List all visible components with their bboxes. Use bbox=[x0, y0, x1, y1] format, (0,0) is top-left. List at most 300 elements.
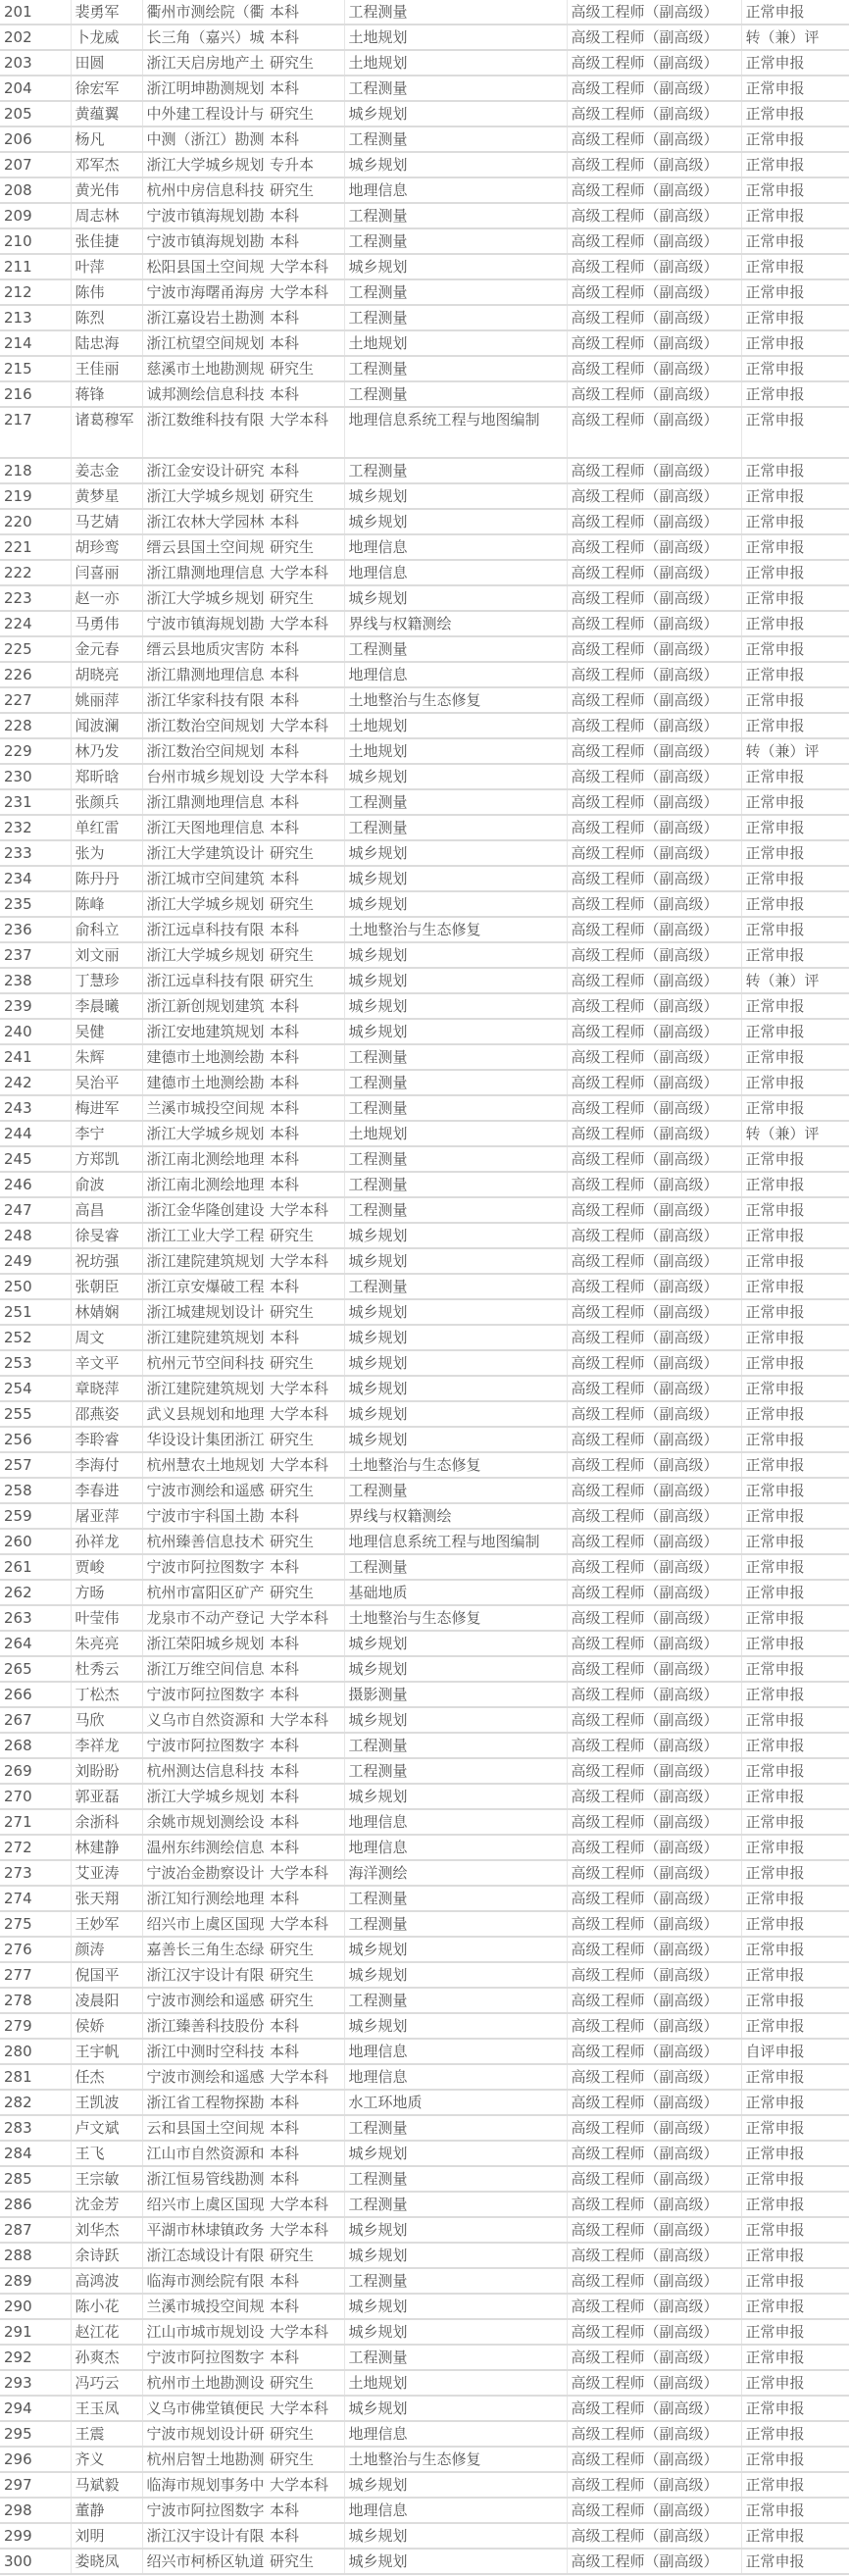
table-row bbox=[0, 152, 849, 177]
row-number-cell: 280 bbox=[0, 2039, 71, 2064]
specialty-cell: 工程测量 bbox=[344, 279, 567, 305]
employer-cell: 义乌市自然资源和 bbox=[142, 1707, 270, 1733]
applicant-name-cell: 郑昕晗 bbox=[71, 764, 142, 789]
employer-cell: 宁波市规划设计研 bbox=[142, 2421, 270, 2447]
specialty-cell: 工程测量 bbox=[344, 0, 567, 25]
education-cell: 本科 bbox=[270, 1656, 344, 1682]
education-cell: 大学本科 bbox=[270, 2064, 344, 2090]
employer-cell: 宁波市阿拉图数字 bbox=[142, 1733, 270, 1758]
specialty-cell: 地理信息 bbox=[344, 2064, 567, 2090]
specialty-cell: 土地规划 bbox=[344, 330, 567, 356]
employer-cell: 浙江鼎测地理信息 bbox=[142, 560, 270, 585]
education-cell: 本科 bbox=[270, 636, 344, 662]
applicant-name-cell: 李春进 bbox=[71, 1478, 142, 1503]
qualification-title-cell: 高级工程师（副高级） bbox=[567, 1631, 741, 1656]
table-row bbox=[0, 509, 849, 534]
application-type-cell: 正常申报 bbox=[741, 2345, 849, 2370]
qualification-title-cell: 高级工程师（副高级） bbox=[567, 25, 741, 50]
applicant-name-cell: 诸葛穆军 bbox=[71, 407, 142, 458]
application-type-cell: 正常申报 bbox=[741, 1937, 849, 1962]
employer-cell: 浙江大学城乡规划 bbox=[142, 483, 270, 509]
qualification-title-cell: 高级工程师（副高级） bbox=[567, 2013, 741, 2039]
applicant-name-cell: 娄晓凤 bbox=[71, 2549, 142, 2574]
qualification-title-cell: 高级工程师（副高级） bbox=[567, 2243, 741, 2268]
specialty-cell: 城乡规划 bbox=[344, 2472, 567, 2498]
specialty-cell: 基础地质 bbox=[344, 1580, 567, 1605]
application-type-cell: 正常申报 bbox=[741, 1095, 849, 1121]
specialty-cell: 工程测量 bbox=[344, 2166, 567, 2192]
specialty-cell: 土地规划 bbox=[344, 713, 567, 738]
education-cell: 研究生 bbox=[270, 968, 344, 993]
employer-cell: 浙江鼎测地理信息 bbox=[142, 789, 270, 815]
education-cell: 本科 bbox=[270, 2345, 344, 2370]
employer-cell: 浙江新创规划建筑 bbox=[142, 993, 270, 1019]
application-type-cell: 转（兼）评 bbox=[741, 738, 849, 764]
employer-cell: 缙云县地质灾害防 bbox=[142, 636, 270, 662]
row-number-cell: 245 bbox=[0, 1146, 71, 1172]
employer-cell: 江山市自然资源和 bbox=[142, 2141, 270, 2166]
qualification-title-cell: 高级工程师（副高级） bbox=[567, 101, 741, 126]
applicant-name-cell: 李祥龙 bbox=[71, 1733, 142, 1758]
applicant-name-cell: 吴健 bbox=[71, 1019, 142, 1044]
application-type-cell: 正常申报 bbox=[741, 917, 849, 942]
applicant-name-cell: 高昌 bbox=[71, 1197, 142, 1223]
specialty-cell: 城乡规划 bbox=[344, 1299, 567, 1325]
application-type-cell: 转（兼）评 bbox=[741, 968, 849, 993]
employer-cell: 浙江南北测绘地理 bbox=[142, 1146, 270, 1172]
applicant-name-cell: 王凯波 bbox=[71, 2090, 142, 2115]
education-cell: 大学本科 bbox=[270, 2217, 344, 2243]
applicant-name-cell: 王飞 bbox=[71, 2141, 142, 2166]
row-number-cell: 239 bbox=[0, 993, 71, 1019]
table-row bbox=[0, 2294, 849, 2319]
employer-cell: 宁波市阿拉图数字 bbox=[142, 1682, 270, 1707]
table-row bbox=[0, 2472, 849, 2498]
employer-cell: 宁波市宇科国土勘 bbox=[142, 1503, 270, 1529]
education-cell: 本科 bbox=[270, 1095, 344, 1121]
qualification-title-cell: 高级工程师（副高级） bbox=[567, 534, 741, 560]
qualification-title-cell: 高级工程师（副高级） bbox=[567, 560, 741, 585]
applicant-name-cell: 蒋锋 bbox=[71, 381, 142, 407]
row-number-cell: 217 bbox=[0, 407, 71, 458]
row-number-cell: 229 bbox=[0, 738, 71, 764]
application-type-cell: 正常申报 bbox=[741, 891, 849, 917]
application-type-cell: 正常申报 bbox=[741, 2090, 849, 2115]
specialty-cell: 工程测量 bbox=[344, 1197, 567, 1223]
row-number-cell: 288 bbox=[0, 2243, 71, 2268]
applicant-name-cell: 陈丹丹 bbox=[71, 866, 142, 891]
applicant-name-cell: 叶莹伟 bbox=[71, 1605, 142, 1631]
employer-cell: 建德市土地测绘勘 bbox=[142, 1044, 270, 1070]
application-type-cell: 正常申报 bbox=[741, 356, 849, 381]
applicant-name-cell: 孙爽杰 bbox=[71, 2345, 142, 2370]
education-cell: 研究生 bbox=[270, 1937, 344, 1962]
applicant-name-cell: 刘文丽 bbox=[71, 942, 142, 968]
table-row bbox=[0, 866, 849, 891]
table-row bbox=[0, 50, 849, 76]
row-number-cell: 290 bbox=[0, 2294, 71, 2319]
qualification-title-cell: 高级工程师（副高级） bbox=[567, 2115, 741, 2141]
application-type-cell: 正常申报 bbox=[741, 1325, 849, 1350]
application-type-cell: 正常申报 bbox=[741, 509, 849, 534]
education-cell: 研究生 bbox=[270, 2243, 344, 2268]
table-row bbox=[0, 2370, 849, 2396]
row-number-cell: 248 bbox=[0, 1223, 71, 1248]
row-number-cell: 208 bbox=[0, 177, 71, 203]
education-cell: 研究生 bbox=[270, 942, 344, 968]
row-number-cell: 298 bbox=[0, 2498, 71, 2523]
table-row bbox=[0, 1886, 849, 1911]
qualification-title-cell: 高级工程师（副高级） bbox=[567, 76, 741, 101]
application-type-cell: 正常申报 bbox=[741, 2192, 849, 2217]
qualification-title-cell: 高级工程师（副高级） bbox=[567, 177, 741, 203]
qualification-title-cell: 高级工程师（副高级） bbox=[567, 713, 741, 738]
employer-cell: 浙江建院建筑规划 bbox=[142, 1376, 270, 1401]
specialty-cell: 地理信息 bbox=[344, 177, 567, 203]
specialty-cell: 工程测量 bbox=[344, 1758, 567, 1784]
qualification-title-cell: 高级工程师（副高级） bbox=[567, 1172, 741, 1197]
qualification-title-cell: 高级工程师（副高级） bbox=[567, 968, 741, 993]
education-cell: 本科 bbox=[270, 1682, 344, 1707]
employer-cell: 浙江南北测绘地理 bbox=[142, 1172, 270, 1197]
row-number-cell: 244 bbox=[0, 1121, 71, 1146]
table-row bbox=[0, 1274, 849, 1299]
applicant-name-cell: 俞波 bbox=[71, 1172, 142, 1197]
employer-cell: 浙江京安爆破工程 bbox=[142, 1274, 270, 1299]
applicant-name-cell: 徐旻睿 bbox=[71, 1223, 142, 1248]
applicant-name-cell: 李聆睿 bbox=[71, 1427, 142, 1452]
education-cell: 本科 bbox=[270, 1070, 344, 1095]
specialty-cell: 城乡规划 bbox=[344, 764, 567, 789]
qualification-title-cell: 高级工程师（副高级） bbox=[567, 764, 741, 789]
employer-cell: 浙江数维科技有限 bbox=[142, 407, 270, 458]
employer-cell: 浙江明坤勘测规划 bbox=[142, 76, 270, 101]
qualification-title-cell: 高级工程师（副高级） bbox=[567, 2166, 741, 2192]
qualification-title-cell: 高级工程师（副高级） bbox=[567, 1529, 741, 1554]
specialty-cell: 工程测量 bbox=[344, 381, 567, 407]
qualification-title-cell: 高级工程师（副高级） bbox=[567, 1146, 741, 1172]
row-number-cell: 279 bbox=[0, 2013, 71, 2039]
application-type-cell: 正常申报 bbox=[741, 1223, 849, 1248]
education-cell: 大学本科 bbox=[270, 1860, 344, 1886]
application-type-cell: 正常申报 bbox=[741, 1146, 849, 1172]
applicant-name-cell: 倪国平 bbox=[71, 1962, 142, 1988]
education-cell: 本科 bbox=[270, 1554, 344, 1580]
specialty-cell: 城乡规划 bbox=[344, 1401, 567, 1427]
application-type-cell: 正常申报 bbox=[741, 662, 849, 687]
employer-cell: 浙江万维空间信息 bbox=[142, 1656, 270, 1682]
applicant-name-cell: 黄光伟 bbox=[71, 177, 142, 203]
row-number-cell: 265 bbox=[0, 1656, 71, 1682]
specialty-cell: 城乡规划 bbox=[344, 866, 567, 891]
table-row bbox=[0, 2549, 849, 2574]
row-number-cell: 211 bbox=[0, 254, 71, 279]
qualification-title-cell: 高级工程师（副高级） bbox=[567, 942, 741, 968]
employer-cell: 浙江城市空间建筑 bbox=[142, 866, 270, 891]
application-type-cell: 正常申报 bbox=[741, 1580, 849, 1605]
specialty-cell: 工程测量 bbox=[344, 815, 567, 840]
row-number-cell: 237 bbox=[0, 942, 71, 968]
specialty-cell: 城乡规划 bbox=[344, 483, 567, 509]
education-cell: 本科 bbox=[270, 687, 344, 713]
applicant-name-cell: 李宁 bbox=[71, 1121, 142, 1146]
education-cell: 研究生 bbox=[270, 1962, 344, 1988]
row-number-cell: 225 bbox=[0, 636, 71, 662]
specialty-cell: 水工环地质 bbox=[344, 2090, 567, 2115]
employer-cell: 中测（浙江）勘测 bbox=[142, 126, 270, 152]
application-type-cell: 正常申报 bbox=[741, 1784, 849, 1809]
employer-cell: 浙江数治空间规划 bbox=[142, 738, 270, 764]
application-type-cell: 正常申报 bbox=[741, 1503, 849, 1529]
qualification-title-cell: 高级工程师（副高级） bbox=[567, 2370, 741, 2396]
specialty-cell: 城乡规划 bbox=[344, 1937, 567, 1962]
specialty-cell: 土地整治与生态修复 bbox=[344, 687, 567, 713]
qualification-title-cell: 高级工程师（副高级） bbox=[567, 1707, 741, 1733]
employer-cell: 浙江天启房地产土 bbox=[142, 50, 270, 76]
table-row bbox=[0, 0, 849, 25]
specialty-cell: 地理信息系统工程与地图编制 bbox=[344, 1529, 567, 1554]
table-row bbox=[0, 1784, 849, 1809]
qualification-title-cell: 高级工程师（副高级） bbox=[567, 1937, 741, 1962]
applicant-name-cell: 辛文平 bbox=[71, 1350, 142, 1376]
specialty-cell: 工程测量 bbox=[344, 1911, 567, 1937]
application-type-cell: 正常申报 bbox=[741, 177, 849, 203]
row-number-cell: 266 bbox=[0, 1682, 71, 1707]
education-cell: 研究生 bbox=[270, 1580, 344, 1605]
specialty-cell: 工程测量 bbox=[344, 1146, 567, 1172]
education-cell: 大学本科 bbox=[270, 1376, 344, 1401]
employer-cell: 浙江安地建筑规划 bbox=[142, 1019, 270, 1044]
qualification-title-cell: 高级工程师（副高级） bbox=[567, 2141, 741, 2166]
specialty-cell: 土地规划 bbox=[344, 50, 567, 76]
employer-cell: 宁波市阿拉图数字 bbox=[142, 2345, 270, 2370]
qualification-title-cell: 高级工程师（副高级） bbox=[567, 2396, 741, 2421]
row-number-cell: 299 bbox=[0, 2523, 71, 2549]
applicant-name-cell: 俞科立 bbox=[71, 917, 142, 942]
row-number-cell: 224 bbox=[0, 611, 71, 636]
table-row bbox=[0, 2217, 849, 2243]
application-type-cell: 正常申报 bbox=[741, 330, 849, 356]
table-row bbox=[0, 2064, 849, 2090]
specialty-cell: 工程测量 bbox=[344, 76, 567, 101]
row-number-cell: 273 bbox=[0, 1860, 71, 1886]
employer-cell: 绍兴市上虞区国现 bbox=[142, 2192, 270, 2217]
education-cell: 本科 bbox=[270, 305, 344, 330]
table-row bbox=[0, 917, 849, 942]
qualification-title-cell: 高级工程师（副高级） bbox=[567, 1376, 741, 1401]
application-type-cell: 正常申报 bbox=[741, 1478, 849, 1503]
qualification-title-cell: 高级工程师（副高级） bbox=[567, 2523, 741, 2549]
table-row bbox=[0, 1452, 849, 1478]
education-cell: 本科 bbox=[270, 917, 344, 942]
education-cell: 大学本科 bbox=[270, 1248, 344, 1274]
education-cell: 大学本科 bbox=[270, 1605, 344, 1631]
row-number-cell: 241 bbox=[0, 1044, 71, 1070]
row-number-cell: 216 bbox=[0, 381, 71, 407]
applicant-name-cell: 刘明 bbox=[71, 2523, 142, 2549]
row-number-cell: 263 bbox=[0, 1605, 71, 1631]
qualification-title-cell: 高级工程师（副高级） bbox=[567, 1248, 741, 1274]
table-row bbox=[0, 1121, 849, 1146]
application-type-cell: 正常申报 bbox=[741, 2217, 849, 2243]
specialty-cell: 城乡规划 bbox=[344, 2396, 567, 2421]
row-number-cell: 264 bbox=[0, 1631, 71, 1656]
application-type-cell: 正常申报 bbox=[741, 2166, 849, 2192]
applicant-name-cell: 周文 bbox=[71, 1325, 142, 1350]
qualification-title-cell: 高级工程师（副高级） bbox=[567, 636, 741, 662]
specialty-cell: 地理信息 bbox=[344, 2498, 567, 2523]
education-cell: 大学本科 bbox=[270, 764, 344, 789]
employer-cell: 绍兴市上虞区国现 bbox=[142, 1911, 270, 1937]
education-cell: 本科 bbox=[270, 866, 344, 891]
specialty-cell: 城乡规划 bbox=[344, 1350, 567, 1376]
qualification-title-cell: 高级工程师（副高级） bbox=[567, 611, 741, 636]
employer-cell: 中外建工程设计与 bbox=[142, 101, 270, 126]
row-number-cell: 275 bbox=[0, 1911, 71, 1937]
education-cell: 本科 bbox=[270, 1146, 344, 1172]
applicant-name-cell: 卜龙威 bbox=[71, 25, 142, 50]
education-cell: 研究生 bbox=[270, 2370, 344, 2396]
specialty-cell: 工程测量 bbox=[344, 305, 567, 330]
applicant-name-cell: 田圆 bbox=[71, 50, 142, 76]
specialty-cell: 城乡规划 bbox=[344, 101, 567, 126]
employer-cell: 浙江大学城乡规划 bbox=[142, 585, 270, 611]
qualification-title-cell: 高级工程师（副高级） bbox=[567, 1656, 741, 1682]
employer-cell: 宁波市镇海规划勘 bbox=[142, 228, 270, 254]
table-row bbox=[0, 305, 849, 330]
application-type-cell: 正常申报 bbox=[741, 279, 849, 305]
employer-cell: 杭州市土地勘测设 bbox=[142, 2370, 270, 2396]
employer-cell: 浙江汉宇设计有限 bbox=[142, 1962, 270, 1988]
applicant-name-cell: 董静 bbox=[71, 2498, 142, 2523]
specialty-cell: 城乡规划 bbox=[344, 891, 567, 917]
qualification-title-cell: 高级工程师（副高级） bbox=[567, 2345, 741, 2370]
application-type-cell: 正常申报 bbox=[741, 2370, 849, 2396]
specialty-cell: 工程测量 bbox=[344, 636, 567, 662]
specialty-cell: 工程测量 bbox=[344, 1095, 567, 1121]
specialty-cell: 土地整治与生态修复 bbox=[344, 2447, 567, 2472]
table-row bbox=[0, 789, 849, 815]
application-type-cell: 正常申报 bbox=[741, 2294, 849, 2319]
table-row bbox=[0, 1707, 849, 1733]
employer-cell: 宁波市海曙甬海房 bbox=[142, 279, 270, 305]
application-type-cell: 正常申报 bbox=[741, 636, 849, 662]
qualification-title-cell: 高级工程师（副高级） bbox=[567, 1299, 741, 1325]
education-cell: 本科 bbox=[270, 2498, 344, 2523]
education-cell: 本科 bbox=[270, 509, 344, 534]
application-type-cell: 正常申报 bbox=[741, 50, 849, 76]
table-row bbox=[0, 458, 849, 483]
specialty-cell: 工程测量 bbox=[344, 203, 567, 228]
applicant-name-cell: 朱亮亮 bbox=[71, 1631, 142, 1656]
employer-cell: 浙江金安设计研究 bbox=[142, 458, 270, 483]
table-row bbox=[0, 1835, 849, 1860]
qualification-title-cell: 高级工程师（副高级） bbox=[567, 228, 741, 254]
applicant-name-cell: 颜涛 bbox=[71, 1937, 142, 1962]
employer-cell: 浙江城建规划设计 bbox=[142, 1299, 270, 1325]
applicant-name-cell: 方旸 bbox=[71, 1580, 142, 1605]
row-number-cell: 294 bbox=[0, 2396, 71, 2421]
row-number-cell: 212 bbox=[0, 279, 71, 305]
application-type-cell: 正常申报 bbox=[741, 2243, 849, 2268]
row-number-cell: 251 bbox=[0, 1299, 71, 1325]
qualification-title-cell: 高级工程师（副高级） bbox=[567, 381, 741, 407]
row-number-cell: 267 bbox=[0, 1707, 71, 1733]
qualification-title-cell: 高级工程师（副高级） bbox=[567, 1988, 741, 2013]
qualification-title-cell: 高级工程师（副高级） bbox=[567, 1325, 741, 1350]
table-row bbox=[0, 840, 849, 866]
specialty-cell: 城乡规划 bbox=[344, 1248, 567, 1274]
application-type-cell: 转（兼）评 bbox=[741, 1121, 849, 1146]
qualification-title-cell: 高级工程师（副高级） bbox=[567, 1427, 741, 1452]
row-number-cell: 201 bbox=[0, 0, 71, 25]
employer-cell: 浙江大学城乡规划 bbox=[142, 942, 270, 968]
application-type-cell: 正常申报 bbox=[741, 866, 849, 891]
application-type-cell: 正常申报 bbox=[741, 1427, 849, 1452]
table-row bbox=[0, 1350, 849, 1376]
education-cell: 研究生 bbox=[270, 356, 344, 381]
table-row bbox=[0, 381, 849, 407]
employer-cell: 浙江建院建筑规划 bbox=[142, 1325, 270, 1350]
row-number-cell: 254 bbox=[0, 1376, 71, 1401]
row-number-cell: 249 bbox=[0, 1248, 71, 1274]
employer-cell: 建德市土地测绘勘 bbox=[142, 1070, 270, 1095]
application-type-cell: 正常申报 bbox=[741, 1707, 849, 1733]
table-row bbox=[0, 713, 849, 738]
row-number-cell: 226 bbox=[0, 662, 71, 687]
employer-cell: 浙江省工程物探勘 bbox=[142, 2090, 270, 2115]
applicant-name-cell: 张天翔 bbox=[71, 1886, 142, 1911]
applicant-name-cell: 赵一亦 bbox=[71, 585, 142, 611]
qualification-title-cell: 高级工程师（副高级） bbox=[567, 483, 741, 509]
table-row bbox=[0, 1529, 849, 1554]
application-type-cell: 正常申报 bbox=[741, 2319, 849, 2345]
specialty-cell: 地理信息 bbox=[344, 1809, 567, 1835]
row-number-cell: 276 bbox=[0, 1937, 71, 1962]
specialty-cell: 城乡规划 bbox=[344, 1427, 567, 1452]
row-number-cell: 246 bbox=[0, 1172, 71, 1197]
qualification-title-cell: 高级工程师（副高级） bbox=[567, 0, 741, 25]
applicant-name-cell: 林建静 bbox=[71, 1835, 142, 1860]
specialty-cell: 地理信息 bbox=[344, 560, 567, 585]
table-row bbox=[0, 407, 849, 458]
applicant-name-cell: 林婧娴 bbox=[71, 1299, 142, 1325]
education-cell: 大学本科 bbox=[270, 1452, 344, 1478]
row-number-cell: 228 bbox=[0, 713, 71, 738]
applicant-name-cell: 孙祥龙 bbox=[71, 1529, 142, 1554]
table-row bbox=[0, 1223, 849, 1248]
application-type-cell: 正常申报 bbox=[741, 611, 849, 636]
qualification-title-cell: 高级工程师（副高级） bbox=[567, 2217, 741, 2243]
education-cell: 大学本科 bbox=[270, 560, 344, 585]
row-number-cell: 268 bbox=[0, 1733, 71, 1758]
table-row bbox=[0, 1401, 849, 1427]
education-cell: 研究生 bbox=[270, 1223, 344, 1248]
application-type-cell: 正常申报 bbox=[741, 2472, 849, 2498]
employer-cell: 宁波市测绘和遥感 bbox=[142, 2064, 270, 2090]
qualification-title-cell: 高级工程师（副高级） bbox=[567, 330, 741, 356]
row-number-cell: 220 bbox=[0, 509, 71, 534]
application-type-cell: 正常申报 bbox=[741, 789, 849, 815]
specialty-cell: 城乡规划 bbox=[344, 509, 567, 534]
table-row bbox=[0, 1299, 849, 1325]
table-row bbox=[0, 1095, 849, 1121]
applicant-name-cell: 张朝臣 bbox=[71, 1274, 142, 1299]
qualification-title-cell: 高级工程师（副高级） bbox=[567, 2192, 741, 2217]
education-cell: 本科 bbox=[270, 126, 344, 152]
employer-cell: 台州市城乡规划设 bbox=[142, 764, 270, 789]
qualification-title-cell: 高级工程师（副高级） bbox=[567, 2447, 741, 2472]
